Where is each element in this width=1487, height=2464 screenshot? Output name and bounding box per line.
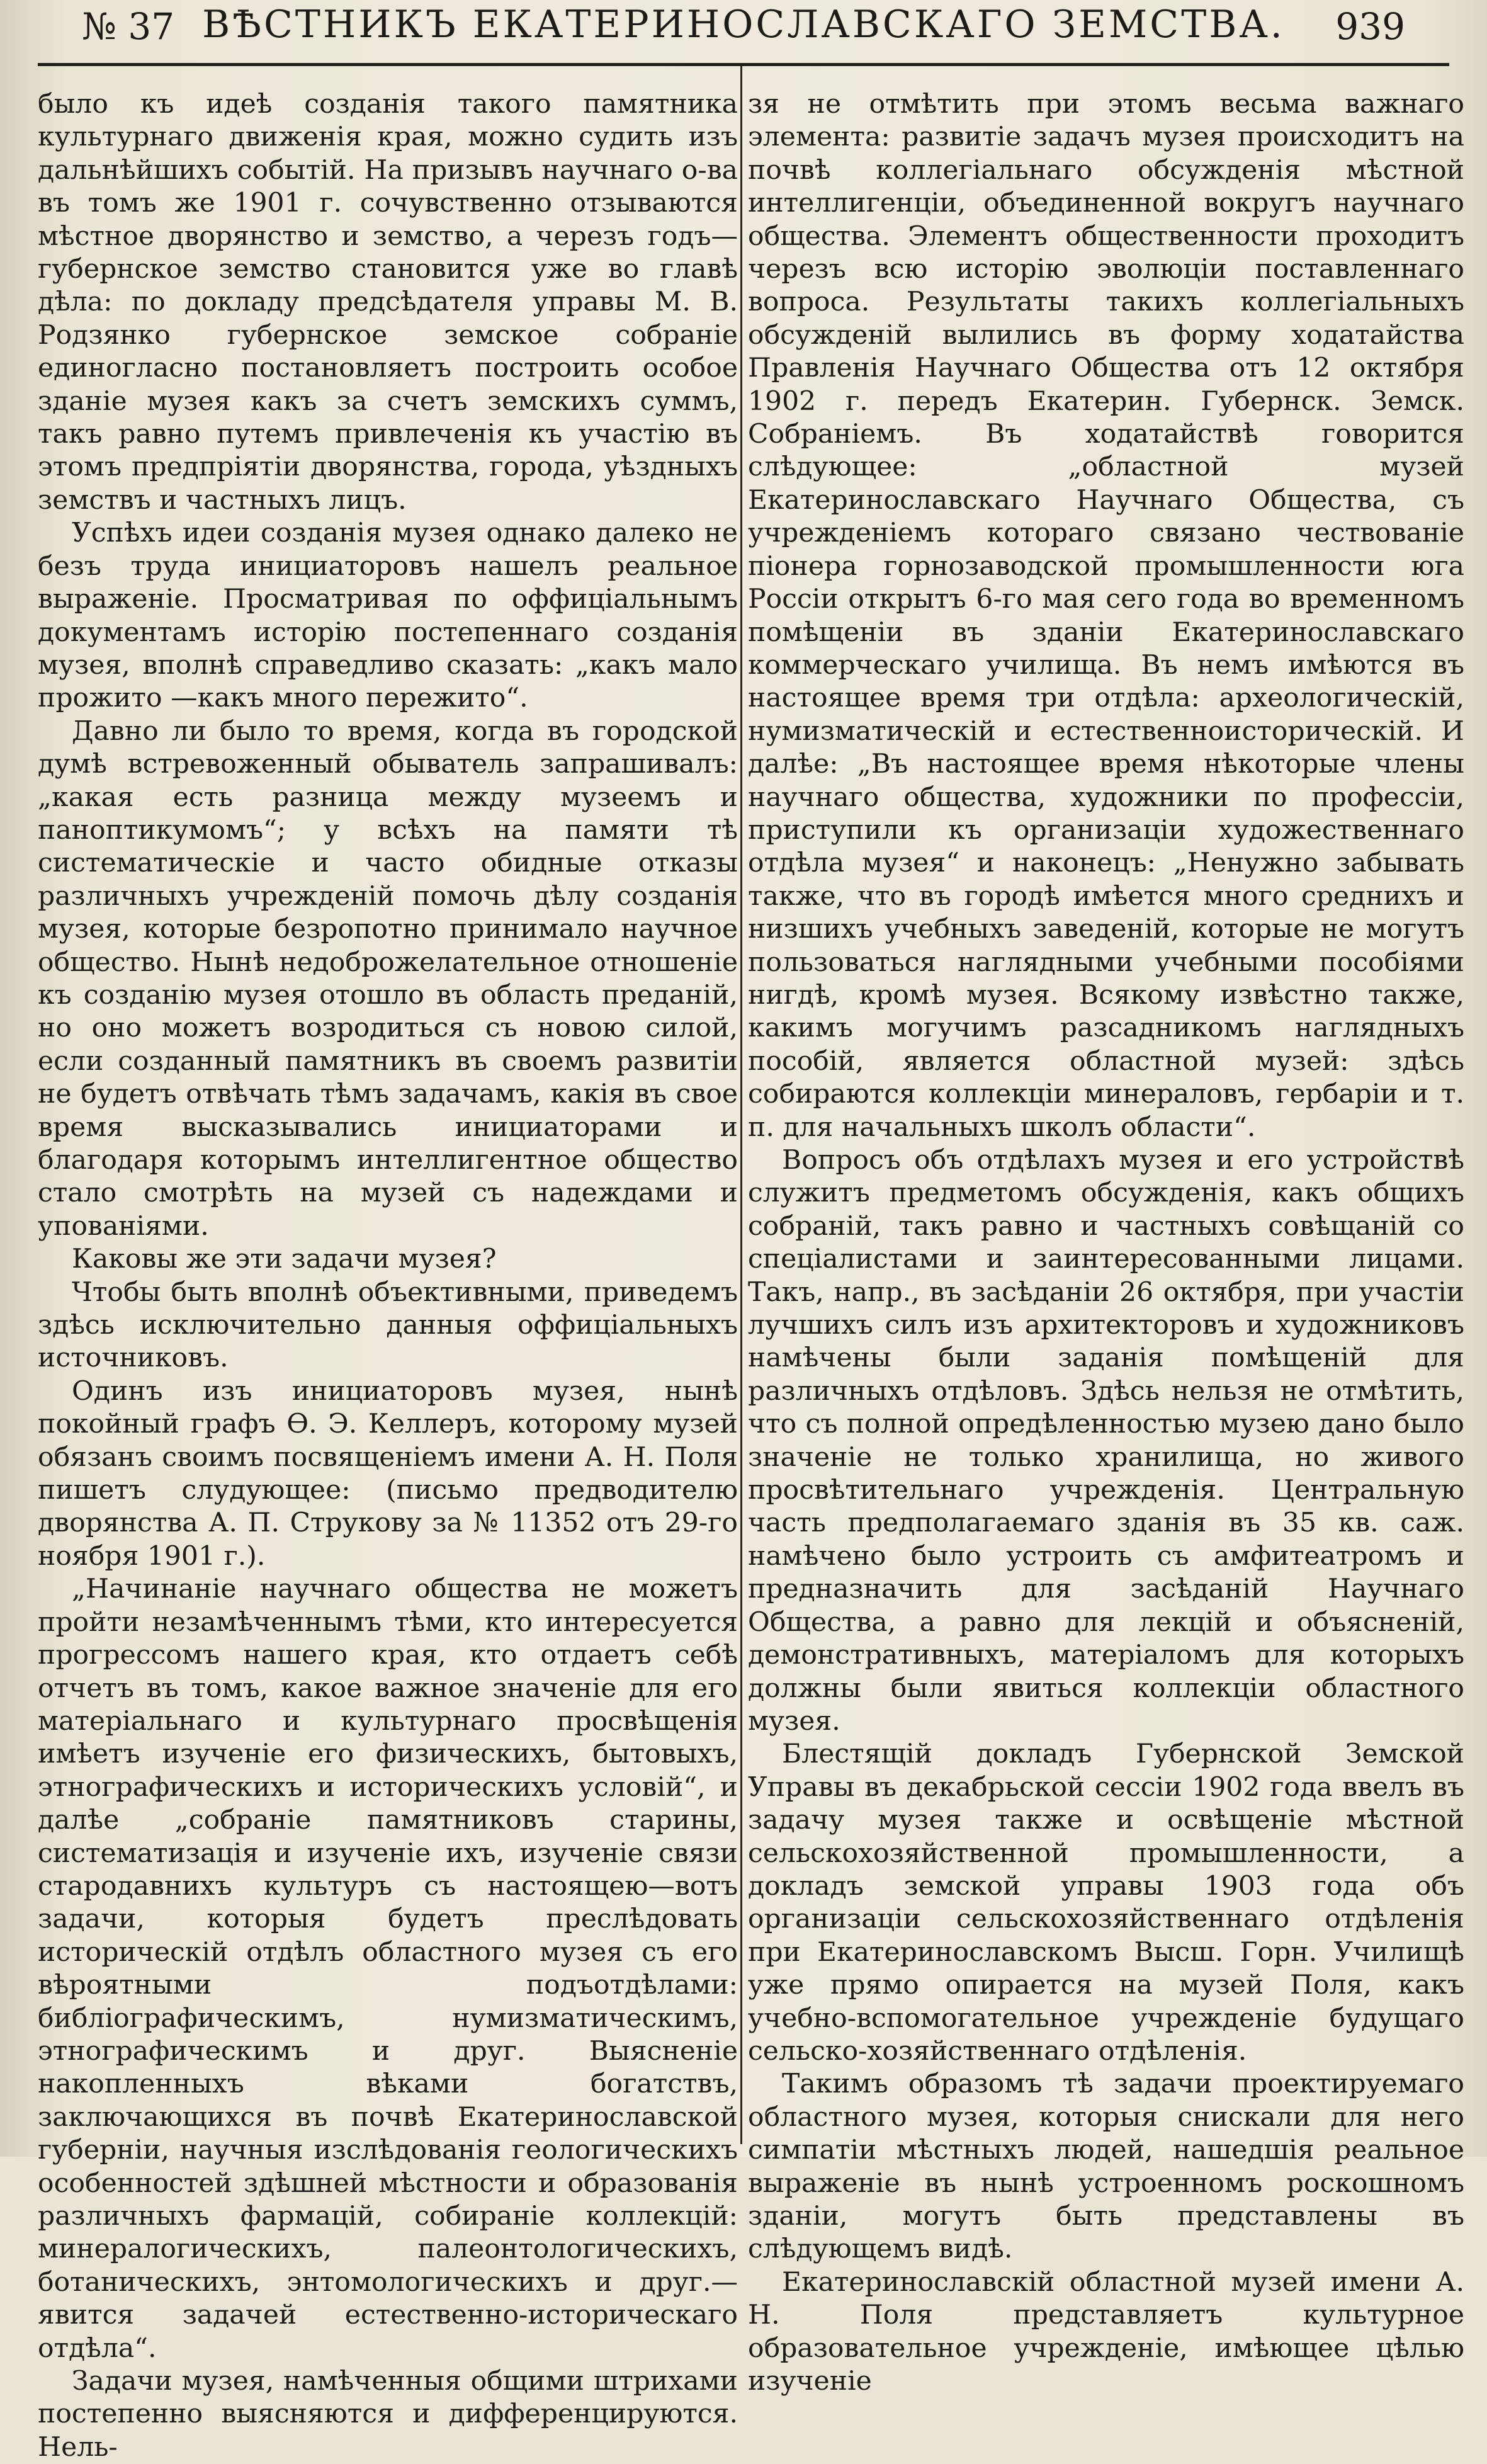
paragraph: Каковы же эти задачи музея?: [72, 1244, 497, 1275]
journal-title: ВѢСТНИКЪ ЕКАТЕРИНОСЛАВСКАГО ЗЕМСТВА.: [202, 3, 1285, 47]
paragraph: „Начинаніе научнаго общества не можетъ пройти незамѣченнымъ тѣми, кто интересуется прогрессомъ нашего края, кто отдаетъ себѣ отчетъ въ томъ, какое важное значеніе для его матеріальнаго и культурнаго просвѣщенія имѣетъ изученіе его физическихъ, бытовыхъ, этнографическихъ и историческихъ условій“, и далѣе „собраніе памятниковъ старины, систематизація и изученіе ихъ, изученіе связи стародавнихъ культуръ съ настоящею—вотъ задачи, которыя будетъ преслѣдовать историческій отдѣлъ областного музея съ его вѣроятными подъотдѣлами: библіографическимъ, нумизматическимъ, этнографическимъ и друг. Выясненіе накопленныхъ вѣками богатствъ, заключающихся въ почвѣ Екатеринославской губерніи, научныя изслѣдованія геологическихъ особенностей здѣшней мѣстности и образованія различныхъ фармацій, собираніе коллекцій: минералогическихъ, палеонтологическихъ, ботаническихъ, энтомологическихъ и друг.—явится задачей естественно-историческаго отдѣла“.: [38, 1574, 738, 2364]
paragraph: зя не отмѣтить при этомъ весьма важнаго элемента: развитіе задачъ музея происходитъ на почвѣ коллегіальнаго обсужденія мѣстной интеллигенціи, объединенной вокругъ научнаго общества. Элементъ общественности проходитъ черезъ всю исторію эволюціи поставленнаго вопроса. Результаты такихъ коллегіальныхъ обсужденій вылились въ форму ходатайства Правленія Научнаго Общества отъ 12 октября 1902 г. передъ Екатерин. Губернск. Земск. Собраніемъ. Въ ходатайствѣ говорится слѣдующее: „областной музей Екатеринославскаго Научнаго Общества, съ учрежденіемъ котораго связано чествованіе піонера горнозаводской промышленности юга Россіи открытъ 6-го мая сего года во временномъ помѣщеніи въ зданіи Екатеринославскаго коммерческаго училища. Въ немъ имѣются въ настоящее время три отдѣла: археологическій, нумизматическій и естественноисторическій. И далѣе: „Въ настоящее время нѣкоторые члены научнаго общества, художники по профессіи, приступили къ организаціи художественнаго отдѣла музея“ и наконецъ: „Ненужно забывать также, что въ городѣ имѣется много среднихъ и низшихъ учебныхъ заведеній, которые не могутъ пользоваться наглядными учебными пособіями нигдѣ, кромѣ музея. Всякому извѣстно также, какимъ могучимъ разсадникомъ наглядныхъ пособій, является областной музей: здѣсь собираются коллекціи минераловъ, гербаріи и т. п. для начальныхъ школъ области“.: [748, 89, 1464, 1143]
paragraph: Успѣхъ идеи созданія музея однако далеко не безъ труда инициаторовъ нашелъ реальное выраженіе. Просматривая по оффиціальнымъ документамъ исторію постепеннаго созданія музея, вполнѣ справедливо сказать: „какъ мало прожито —какъ много пережито“.: [38, 518, 738, 714]
column-divider: [740, 66, 742, 2144]
paragraph: Екатеринославскій областной музей имени А. Н. Поля представляетъ культурное образовательное учрежденіе, имѣющее цѣлью изученіе: [748, 2266, 1464, 2397]
right-column: [748, 88, 1464, 2397]
paragraph: Вопросъ объ отдѣлахъ музея и его устройствѣ служитъ предметомъ обсужденія, какъ общихъ собраній, такъ равно и частныхъ совѣщаній со спеціалистами и заинтересованными лицами. Такъ, напр., въ засѣданіи 26 октября, при участіи лучшихъ силъ изъ архитекторовъ и художниковъ намѣчены были заданія помѣщеній для различныхъ отдѣловъ. Здѣсь нельзя не отмѣтить, что съ полной опредѣленностью музею дано было значеніе не только хранилища, но живого просвѣтительнаго учрежденія. Центральную часть предполагаемаго зданія въ 35 кв. саж. намѣчено было устроить съ амфитеатромъ и предназначить для засѣданій Научнаго Общества, а равно для лекцій и объясненій, демонстративныхъ, матеріаломъ для которыхъ должны были явиться коллекціи областного музея.: [748, 1145, 1464, 1737]
paragraph: Чтобы быть вполнѣ объективными, приведемъ здѣсь исключительно данныя оффиціальныхъ источниковъ.: [38, 1276, 738, 1374]
paragraph: Давно ли было то время, когда въ городской думѣ встревоженный обыватель запрашивалъ: „какая есть разница между музеемъ и паноптикумомъ“; у всѣхъ на памяти тѣ систематическіе и часто обидные отказы различныхъ учрежденій помочь дѣлу созданія музея, которые безропотно принимало научное общество. Нынѣ недоброжелательное отношеніе къ созданію музея отошло въ область преданій, но оно можетъ возродиться съ новою силой, если созданный памятникъ въ своемъ развитіи не будетъ отвѣчать тѣмъ задачамъ, какія въ свое время высказывались инициаторами и благодаря которымъ интеллигентное общество стало смотрѣть на музей съ надеждами и упованіями.: [38, 715, 738, 1242]
paragraph: Одинъ изъ инициаторовъ музея, нынѣ покойный графъ Ѳ. Э. Келлеръ, которому музей обязанъ своимъ посвященіемъ имени А. Н. Поля пишетъ слудующее: (письмо предводителю дворянства А. П. Струкову за № 11352 отъ 29-го ноября 1901 г.).: [38, 1375, 738, 1572]
paragraph: Блестящій докладъ Губернской Земской Управы въ декабрьской сессіи 1902 года ввелъ въ задачу музея также и освѣщеніе мѣстной сельскохозяйственной промышленности, а докладъ земской управы 1903 года объ организаціи сельскохозяйственнаго отдѣленія при Екатеринославскомъ Высш. Горн. Училищѣ уже прямо опирается на музей Поля, какъ учебно-вспомогательное учрежденіе будущаго сельско-хозяйственнаго отдѣленія.: [748, 1739, 1464, 2067]
paragraph: было къ идеѣ созданія такого памятника культурнаго движенія края, можно судить изъ дальнѣйшихъ событій. На призывъ научнаго о-ва въ томъ же 1901 г. сочувственно отзываются мѣстное дворянство и земство, а черезъ годъ—губернское земство становится уже во главѣ дѣла: по докладу предсѣдателя управы М. В. Родзянко губернское земское собраніе единогласно постановляетъ построить особое зданіе музея какъ за счетъ земскихъ суммъ, такъ равно путемъ привлеченія къ участію въ этомъ предпріятіи дворянства, города, уѣздныхъ земствъ и частныхъ лицъ.: [38, 89, 738, 516]
paragraph: Такимъ образомъ тѣ задачи проектируемаго областного музея, которыя снискали для него симпатіи мѣстныхъ людей, нашедшія реальное выраженіе въ нынѣ устроенномъ роскошномъ зданіи, могутъ быть представлены въ слѣдующемъ видѣ.: [748, 2069, 1464, 2265]
paragraph: Задачи музея, намѣченныя общими штрихами постепенно выясняются и дифференцируются. Нель-: [38, 2366, 738, 2463]
masthead: [38, 0, 1449, 66]
issue-number: № 37: [82, 5, 175, 48]
left-column: [38, 88, 738, 2463]
page-number: 939: [1335, 5, 1405, 48]
